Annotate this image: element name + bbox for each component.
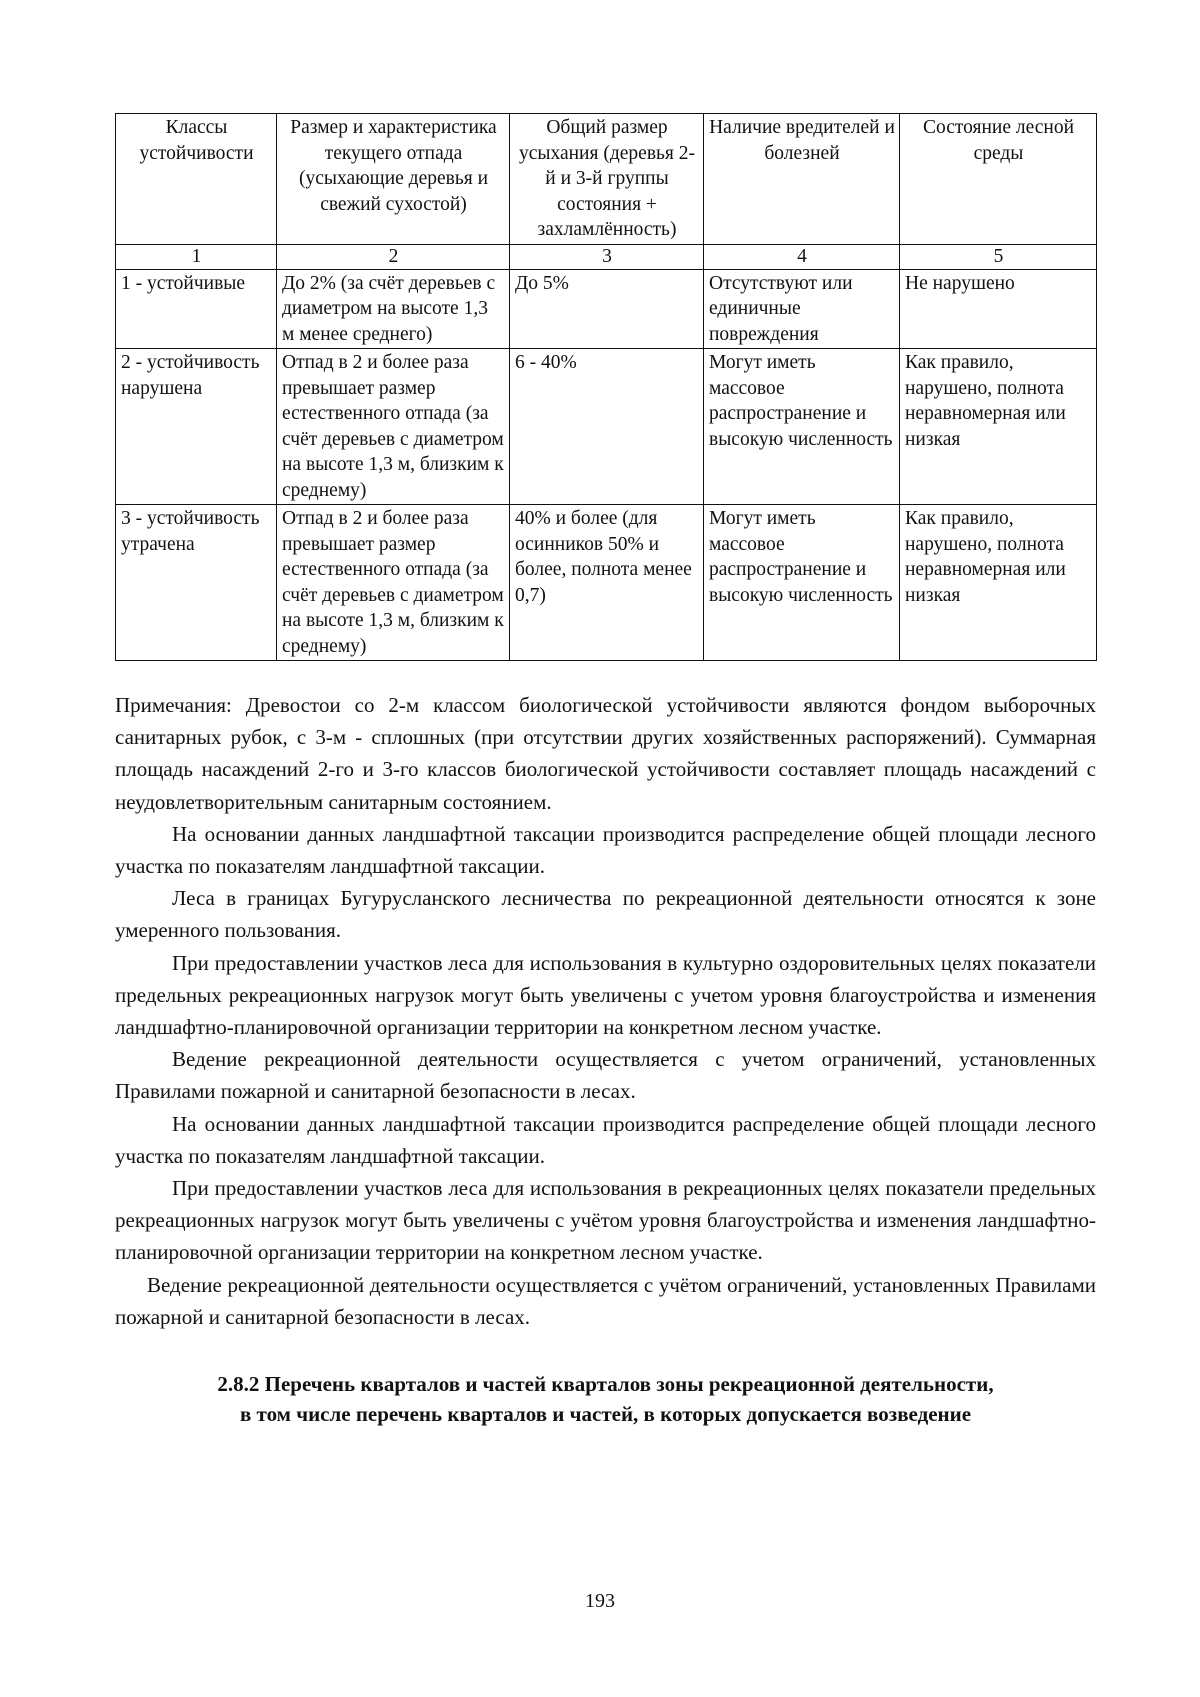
table-cell: Могут иметь массовое распространение и высокую численность: [704, 349, 900, 505]
page-number: 193: [585, 1590, 615, 1612]
paragraph: На основании данных ландшафтной таксации производится распределение общей площади лесного участка по показателям ландшафтной таксации.: [115, 821, 1096, 879]
column-number-cell: 5: [900, 244, 1097, 269]
column-number-cell: 4: [704, 244, 900, 269]
table-row: [116, 269, 1097, 349]
table-cell: Как правило, нарушено, полнота неравномерная или низкая: [900, 505, 1097, 661]
paragraph: На основании данных ландшафтной таксации производится распределение общей площади лесного участка по показателям ландшафтной таксации.: [115, 1111, 1096, 1168]
paragraph: При предоставлении участков леса для использования в рекреационных целях показатели предельных рекреационных нагрузок могут быть увеличены с учётом уровня благоустройства и изменения ландшафтно-планировочной организации территории на конкретном лесном участке.: [115, 1176, 1096, 1265]
table-cell: Как правило, нарушено, полнота неравномерная или низкая: [900, 349, 1097, 505]
column-number-cell: 1: [116, 244, 277, 269]
table-cell: Могут иметь массовое распространение и высокую численность: [704, 505, 900, 661]
table-cell: 2 - устойчивость нарушена: [116, 349, 277, 505]
column-number-cell: 2: [277, 244, 510, 269]
table-cell: Не нарушено: [900, 269, 1097, 349]
table-cell: До 5%: [510, 269, 704, 349]
section-heading: [115, 1369, 1096, 1429]
table-header-cell: Наличие вредителей и болезней: [704, 114, 900, 245]
table-header-cell: Состояние лесной среды: [900, 114, 1097, 245]
table-header-cell: Размер и характеристика текущего отпада (усыхающие деревья и свежий сухостой): [277, 114, 510, 245]
notes-paragraph: Примечания: Древостои со 2-м классом биологической устойчивости являются фондом выборочных санитарных рубок, с 3-м - сплошных (при отсутствии других хозяйственных распоряжений). Суммарная площадь насаждений 2-го и 3-го классов биологической устойчивости составляет площадь насаждений с неудовлетворительным санитарным состоянием.: [115, 693, 1096, 814]
paragraph: Леса в границах Бугурусланского лесничества по рекреационной деятельности относятся к зоне умеренного пользования.: [115, 886, 1096, 943]
table-header-cell: Классы устойчивости: [116, 114, 277, 245]
body-text: [115, 689, 1096, 1333]
paragraph: Ведение рекреационной деятельности осуществляется с учётом ограничений, установленных Правилами пожарной и санитарной безопасности в лесах.: [115, 1272, 1096, 1329]
table-cell: Отсутствуют или единичные повреждения: [704, 269, 900, 349]
section-heading-line: в том числе перечень кварталов и частей, в которых допускается возведение: [239, 1402, 972, 1427]
document-page: [115, 113, 1096, 1429]
table-header-cell: Общий размер усыхания (деревья 2-й и 3-й группы состояния + захламлённость): [510, 114, 704, 245]
table-cell: 3 - устойчивость утрачена: [116, 505, 277, 661]
table-column-number-row: [116, 244, 1097, 269]
table-cell: Отпад в 2 и более раза превышает размер естественного отпада (за счёт деревьев с диаметром на высоте 1,3 м, близким к среднему): [277, 349, 510, 505]
paragraph: При предоставлении участков леса для использования в культурно оздоровительных целях показатели предельных рекреационных нагрузок могут быть увеличены с учетом уровня благоустройства и изменения ландшафтно-планировочной организации территории на конкретном лесном участке.: [115, 950, 1096, 1040]
column-number-cell: 3: [510, 244, 704, 269]
table-cell: До 2% (за счёт деревьев с диаметром на высоте 1,3 м менее среднего): [277, 269, 510, 349]
stability-classes-table: [115, 113, 1097, 661]
table-cell: Отпад в 2 и более раза превышает размер естественного отпада (за счёт деревьев с диаметром на высоте 1,3 м, близким к среднему): [277, 505, 510, 661]
table-row: [116, 505, 1097, 661]
table-row: [116, 349, 1097, 505]
paragraph: Ведение рекреационной деятельности осуществляется с учетом ограничений, установленных Правилами пожарной и санитарной безопасности в лесах.: [115, 1047, 1096, 1104]
table-cell: 1 - устойчивые: [116, 269, 277, 349]
table-header-row: [116, 114, 1097, 245]
section-heading-line: 2.8.2 Перечень кварталов и частей кварталов зоны рекреационной деятельности,: [217, 1372, 994, 1397]
table-cell: 6 - 40%: [510, 349, 704, 505]
table-cell: 40% и более (для осинников 50% и более, полнота менее 0,7): [510, 505, 704, 661]
